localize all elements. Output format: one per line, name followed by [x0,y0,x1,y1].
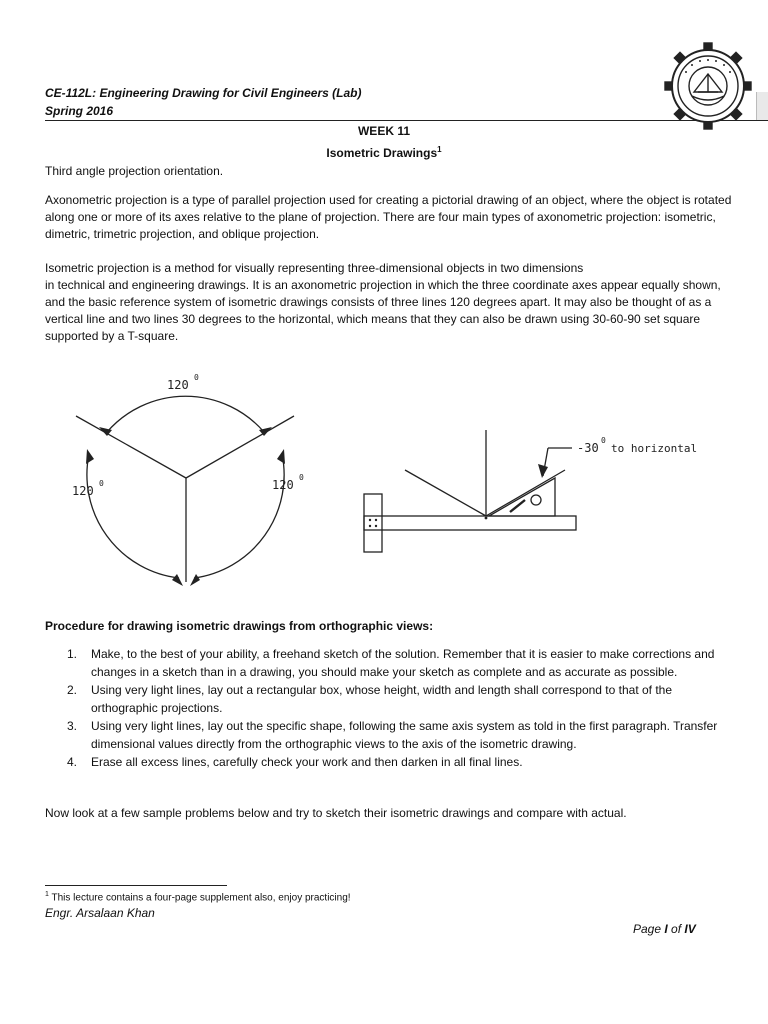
procedure-step [45,718,735,753]
footnote-number: 1 [45,891,49,898]
footnote [45,891,351,903]
isometric-circle-diagram [76,396,294,582]
degree-mark-right: 0 [299,473,304,482]
page-number [633,922,696,936]
right-30-line [486,470,565,516]
t-square-head [364,494,382,552]
axonometric-paragraph: Axonometric projection is a type of parallel projection used for creating a pictorial drawing of an object, where the object is rotated along one or more of its axes relative to the plane of projection. There are four main types of axonometric projection: isometric, dimetric, trimetric projection, and oblique projection. [45,193,732,241]
t-square-blade [364,516,576,530]
degree-mark-top: 0 [194,373,199,382]
set-square-hole [531,495,541,505]
term-label: Spring 2016 [45,104,114,118]
angle-label-left: 120 [72,484,94,498]
university-seal-icon [664,42,752,130]
footnote-divider [45,885,227,886]
pencil [510,500,525,512]
header-divider [45,120,768,121]
axes-circle-left-arc [87,454,179,578]
degree-mark-horizontal: 0 [601,436,606,445]
right-axis [186,416,294,478]
degree-mark-left: 0 [99,479,104,488]
angle-label-top: 120 [167,378,189,392]
set-square [489,478,555,516]
left-axis [76,416,186,478]
step-text: Erase all excess lines, carefully check your work and then darken in all final lines. [91,755,523,769]
procedure-step [45,682,735,717]
isometric-paragraph [45,260,735,345]
author-name: Engr. Arsalaan Khan [45,906,155,920]
title-footnote-ref: 1 [437,145,442,154]
axes-circle-right-arc [194,454,284,578]
isometric-axes-figure [0,360,768,600]
course-title: CE-112L: Engineering Drawing for Civil Engineers (Lab) [45,86,362,100]
left-30-line [405,470,486,516]
orientation-paragraph: Third angle projection orientation. [45,164,224,178]
step-text: Using very light lines, lay out a rectangular box, whose height, width and length shall correspond to that of the orthographic projections. [91,683,673,715]
procedure-step [45,754,735,772]
axes-circle-top-arc [107,396,264,432]
page-edge-tab [756,92,768,120]
closing-paragraph: Now look at a few sample problems below and try to sketch their isometric drawings and compare with actual. [45,806,627,820]
page-prefix: Page [633,922,665,936]
step-number: 2. [67,683,78,697]
page-current: I [664,922,668,936]
horizontal-angle-label: -30 [577,441,599,455]
week-heading: WEEK 11 [357,124,411,138]
isometric-body: in technical and engineering drawings. It is an axonometric projection in which the three coordinate axes appear equally shown, and the basic reference system of isometric drawings consists of three lines 120 degrees apart. It may also be thought of as a vertical line and two lines 30 degrees to the horizontal, which means that they can also be drawn using 30-60-90 set square supported by a T-square. [45,278,721,343]
page-of: of [667,922,685,936]
page-total: IV [684,922,696,936]
title-text: Isometric Drawings [326,146,438,160]
angle-label-right: 120 [272,478,294,492]
procedure-steps [45,646,735,773]
footnote-text: This lecture contains a four-page supplement also, enjoy practicing! [48,892,351,904]
procedure-heading: Procedure for drawing isometric drawings from orthographic views: [45,619,434,633]
step-number: 3. [67,719,78,733]
step-text: Using very light lines, lay out the specific shape, following the same axis system as told in the first paragraph. Transfer dimensional values directly from the orthographic views to the axis of the isometric drawing. [91,719,718,751]
horizontal-label: to horizontal [611,442,698,455]
procedure-step [45,646,735,681]
t-square-diagram [364,430,576,552]
step-number: 1. [67,647,78,661]
step-text: Make, to the best of your ability, a freehand sketch of the solution. Remember that it is easier to make corrections and changes in a sketch than in a drawing, you should make your sketch as complete and as accurate as possible. [91,647,715,679]
page-title [0,145,768,160]
step-number: 4. [67,755,78,769]
isometric-first-line: Isometric projection is a method for visually representing three-dimensional objects in two dimensions [45,261,584,275]
